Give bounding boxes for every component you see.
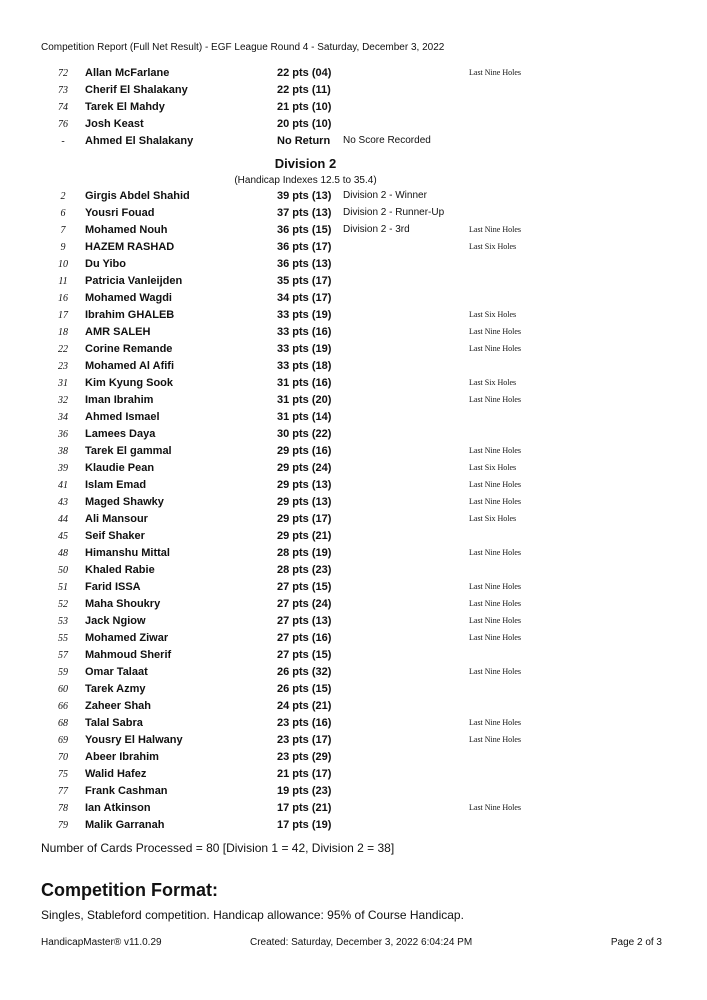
countback-note: Last Nine Holes: [469, 497, 521, 506]
result-row: [0, 699, 707, 716]
result-row: [0, 648, 707, 665]
player-points: 26 pts (32): [277, 666, 332, 678]
result-position: 41: [58, 480, 68, 491]
player-name: Du Yibo: [85, 258, 126, 270]
result-position: 73: [58, 85, 68, 96]
player-name: Allan McFarlane: [85, 67, 170, 79]
result-row: [0, 580, 707, 597]
result-position: 68: [58, 718, 68, 729]
result-position: 32: [58, 395, 68, 406]
award-text: No Score Recorded: [343, 135, 431, 146]
result-row: [0, 461, 707, 478]
player-name: Ahmed Ismael: [85, 411, 160, 423]
result-row: [0, 427, 707, 444]
result-position: 52: [58, 599, 68, 610]
result-row: [0, 342, 707, 359]
countback-note: Last Six Holes: [469, 310, 517, 319]
result-row: [0, 767, 707, 784]
result-position: 69: [58, 735, 68, 746]
countback-note: Last Nine Holes: [469, 548, 521, 557]
player-name: Jack Ngiow: [85, 615, 146, 627]
player-points: 21 pts (10): [277, 101, 332, 113]
result-position: 79: [58, 820, 68, 831]
result-position: 45: [58, 531, 68, 542]
countback-note: Last Nine Holes: [469, 582, 521, 591]
result-row: [0, 117, 707, 134]
player-name: Josh Keast: [85, 118, 144, 130]
result-position: 10: [58, 259, 68, 270]
player-name: Mohamed Wagdi: [85, 292, 172, 304]
player-name: AMR SALEH: [85, 326, 151, 338]
player-points: 30 pts (22): [277, 428, 332, 440]
player-points: 36 pts (17): [277, 241, 332, 253]
countback-note: Last Nine Holes: [469, 735, 521, 744]
result-row: [0, 308, 707, 325]
result-position: 72: [58, 68, 68, 79]
player-name: Islam Emad: [85, 479, 147, 491]
result-row: [0, 818, 707, 835]
result-row: [0, 512, 707, 529]
result-row: [0, 801, 707, 818]
award-text: Division 2 - Winner: [343, 190, 427, 201]
player-points: 17 pts (19): [277, 819, 332, 831]
result-position: 75: [58, 769, 68, 780]
result-row: [0, 291, 707, 308]
result-row: [0, 393, 707, 410]
player-name: HAZEM RASHAD: [85, 241, 175, 253]
result-position: 55: [58, 633, 68, 644]
result-row: [0, 529, 707, 546]
result-position: 76: [58, 119, 68, 130]
player-points: 27 pts (13): [277, 615, 332, 627]
player-name: Abeer Ibrahim: [85, 751, 159, 763]
player-points: 21 pts (17): [277, 768, 332, 780]
result-row: [0, 376, 707, 393]
result-row: [0, 223, 707, 240]
player-points: 26 pts (15): [277, 683, 332, 695]
player-points: 34 pts (17): [277, 292, 332, 304]
countback-note: Last Six Holes: [469, 378, 517, 387]
result-position: 38: [58, 446, 68, 457]
result-row: [0, 631, 707, 648]
result-position: 23: [58, 361, 68, 372]
player-points: 37 pts (13): [277, 207, 332, 219]
result-position: 43: [58, 497, 68, 508]
player-points: 28 pts (19): [277, 547, 332, 559]
player-name: Cherif El Shalakany: [85, 84, 188, 96]
award-text: Division 2 - 3rd: [343, 224, 410, 235]
player-name: Farid ISSA: [85, 581, 141, 593]
player-points: 22 pts (11): [277, 84, 331, 96]
result-position: 70: [58, 752, 68, 763]
result-position: 2: [60, 191, 66, 202]
player-points: 23 pts (29): [277, 751, 332, 763]
result-position: 17: [58, 310, 68, 321]
countback-note: Last Six Holes: [469, 242, 517, 251]
player-name: Mohamed Ziwar: [85, 632, 169, 644]
player-points: 27 pts (15): [277, 649, 332, 661]
player-points: 29 pts (13): [277, 496, 332, 508]
player-name: Maha Shoukry: [85, 598, 161, 610]
countback-note: Last Nine Holes: [469, 68, 521, 77]
result-position: 59: [58, 667, 68, 678]
player-name: Mohamed Nouh: [85, 224, 168, 236]
countback-note: Last Nine Holes: [469, 667, 521, 676]
result-row: [0, 784, 707, 801]
player-name: Ian Atkinson: [85, 802, 151, 814]
footer-page: Page 2 of 3: [610, 937, 662, 948]
result-row: [0, 665, 707, 682]
result-row: [0, 257, 707, 274]
result-row: [0, 359, 707, 376]
player-name: Tarek Azmy: [85, 683, 146, 695]
player-points: 29 pts (24): [277, 462, 332, 474]
player-name: Mahmoud Sherif: [85, 649, 172, 661]
result-position: 6: [60, 208, 66, 219]
result-row: [0, 274, 707, 291]
player-points: 33 pts (19): [277, 343, 332, 355]
footer-created: Created: Saturday, December 3, 2022 6:04:24 PM: [250, 937, 473, 948]
player-name: Lamees Daya: [85, 428, 156, 440]
player-points: 36 pts (13): [277, 258, 332, 270]
result-row: [0, 546, 707, 563]
division-subtitle: (Handicap Indexes 12.5 to 35.4): [234, 175, 377, 186]
player-points: 33 pts (16): [277, 326, 332, 338]
result-row: [0, 444, 707, 461]
player-points: 36 pts (15): [277, 224, 332, 236]
player-name: Tarek El gammal: [85, 445, 172, 457]
result-position: 51: [58, 582, 68, 593]
player-name: Tarek El Mahdy: [85, 101, 165, 113]
result-position: 77: [58, 786, 68, 797]
player-points: 29 pts (16): [277, 445, 332, 457]
result-position: 48: [58, 548, 68, 559]
player-name: Mohamed Al Afifi: [85, 360, 175, 372]
countback-note: Last Nine Holes: [469, 395, 521, 404]
division-title: Division 2: [274, 156, 337, 171]
result-position: 36: [58, 429, 68, 440]
countback-note: Last Nine Holes: [469, 616, 521, 625]
result-row: [0, 495, 707, 512]
player-points: 33 pts (19): [277, 309, 332, 321]
player-name: Ali Mansour: [85, 513, 148, 525]
result-row: [0, 478, 707, 495]
player-points: 27 pts (15): [277, 581, 332, 593]
player-name: Seif Shaker: [85, 530, 145, 542]
player-points: No Return: [277, 135, 331, 147]
result-position: -: [61, 136, 65, 147]
player-name: Yousry El Halwany: [85, 734, 183, 746]
result-position: 57: [58, 650, 68, 661]
player-name: Malik Garranah: [85, 819, 165, 831]
result-row: [0, 750, 707, 767]
result-position: 53: [58, 616, 68, 627]
footer-version: HandicapMaster® v11.0.29: [41, 937, 162, 948]
player-points: 29 pts (17): [277, 513, 332, 525]
countback-note: Last Nine Holes: [469, 344, 521, 353]
player-points: 19 pts (23): [277, 785, 332, 797]
player-points: 24 pts (21): [277, 700, 332, 712]
result-position: 60: [58, 684, 68, 695]
result-row: [0, 614, 707, 631]
player-name: Frank Cashman: [85, 785, 168, 797]
result-position: 11: [58, 276, 68, 287]
player-points: 31 pts (14): [277, 411, 332, 423]
player-points: 39 pts (13): [277, 190, 332, 202]
countback-note: Last Six Holes: [469, 463, 517, 472]
result-row: [0, 240, 707, 257]
countback-note: Last Nine Holes: [469, 599, 521, 608]
result-row: [0, 325, 707, 342]
player-points: 29 pts (13): [277, 479, 332, 491]
countback-note: Last Nine Holes: [469, 446, 521, 455]
player-points: 33 pts (18): [277, 360, 332, 372]
player-name: Iman Ibrahim: [85, 394, 154, 406]
player-points: 27 pts (16): [277, 632, 332, 644]
result-position: 39: [58, 463, 68, 474]
result-row: [0, 100, 707, 117]
result-position: 74: [58, 102, 68, 113]
countback-note: Last Nine Holes: [469, 327, 521, 336]
format-title: Competition Format:: [41, 880, 218, 900]
player-name: Talal Sabra: [85, 717, 143, 729]
result-position: 31: [58, 378, 68, 389]
player-points: 27 pts (24): [277, 598, 332, 610]
player-points: 20 pts (10): [277, 118, 332, 130]
player-points: 31 pts (20): [277, 394, 332, 406]
result-position: 22: [58, 344, 68, 355]
result-row: [0, 733, 707, 750]
report-header: Competition Report (Full Net Result) - EGF League Round 4 - Saturday, December 3, 2022: [41, 42, 445, 53]
result-row: [0, 206, 707, 223]
result-position: 7: [60, 225, 66, 236]
player-name: Walid Hafez: [85, 768, 147, 780]
countback-note: Last Nine Holes: [469, 718, 521, 727]
award-text: Division 2 - Runner-Up: [343, 207, 445, 218]
result-position: 50: [58, 565, 68, 576]
countback-note: Last Nine Holes: [469, 803, 521, 812]
countback-note: Last Nine Holes: [469, 480, 521, 489]
result-row: [0, 597, 707, 614]
result-position: 78: [58, 803, 68, 814]
result-row: [0, 189, 707, 206]
player-points: 29 pts (21): [277, 530, 332, 542]
player-name: Patricia Vanleijden: [85, 275, 183, 287]
countback-note: Last Six Holes: [469, 514, 517, 523]
player-name: Yousri Fouad: [85, 207, 155, 219]
player-name: Maged Shawky: [85, 496, 164, 508]
countback-note: Last Nine Holes: [469, 225, 521, 234]
result-row: [0, 410, 707, 427]
player-name: Klaudie Pean: [85, 462, 155, 474]
format-text: Singles, Stableford competition. Handicap allowance: 95% of Course Handicap.: [41, 908, 464, 922]
player-name: Himanshu Mittal: [85, 547, 170, 559]
result-position: 16: [58, 293, 68, 304]
result-row: [0, 716, 707, 733]
cards-processed: Number of Cards Processed = 80 [Division 1 = 42, Division 2 = 38]: [41, 841, 395, 855]
result-row: [0, 134, 707, 151]
player-name: Girgis Abdel Shahid: [85, 190, 190, 202]
result-position: 34: [58, 412, 68, 423]
player-points: 22 pts (04): [277, 67, 332, 79]
player-points: 23 pts (17): [277, 734, 332, 746]
result-row: [0, 66, 707, 83]
result-row: [0, 83, 707, 100]
result-position: 44: [58, 514, 68, 525]
result-position: 66: [58, 701, 68, 712]
player-name: Omar Talaat: [85, 666, 148, 678]
player-points: 31 pts (16): [277, 377, 332, 389]
player-name: Kim Kyung Sook: [85, 377, 174, 389]
player-name: Zaheer Shah: [85, 700, 152, 712]
player-points: 35 pts (17): [277, 275, 332, 287]
result-row: [0, 682, 707, 699]
result-row: [0, 563, 707, 580]
player-points: 28 pts (23): [277, 564, 332, 576]
player-name: Corine Remande: [85, 343, 173, 355]
player-points: 23 pts (16): [277, 717, 332, 729]
player-name: Ahmed El Shalakany: [85, 135, 194, 147]
countback-note: Last Nine Holes: [469, 633, 521, 642]
player-points: 17 pts (21): [277, 802, 332, 814]
result-position: 9: [60, 242, 66, 253]
player-name: Khaled Rabie: [85, 564, 155, 576]
result-position: 18: [58, 327, 68, 338]
player-name: Ibrahim GHALEB: [85, 309, 175, 321]
